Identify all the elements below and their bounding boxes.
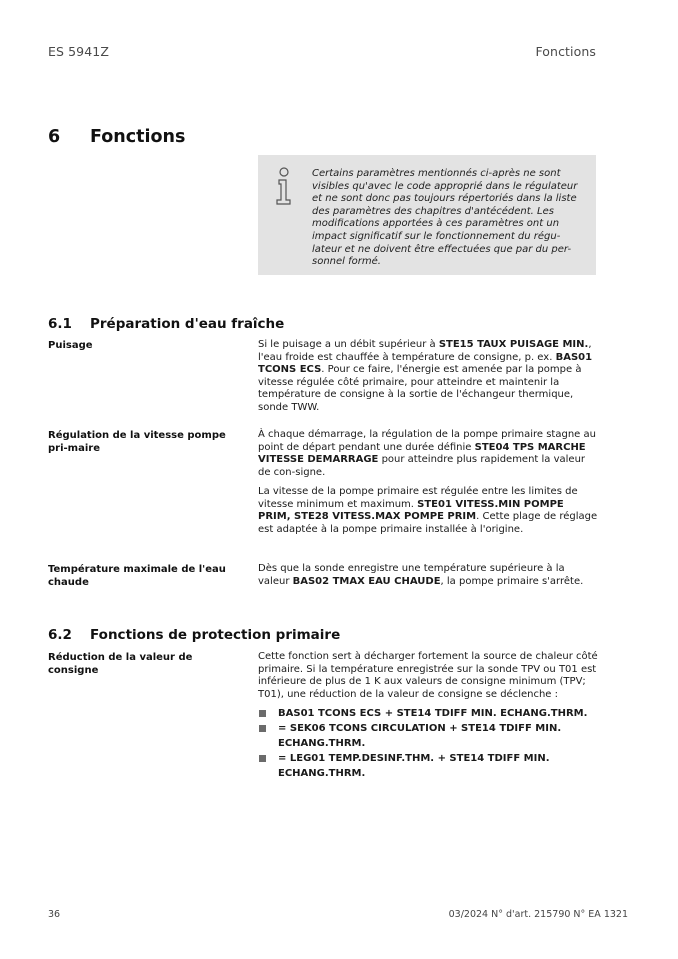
- chapter-number: 6: [48, 127, 61, 147]
- footer-article-info: 03/2024 N° d'art. 215790 N° EA 1321: [448, 909, 628, 920]
- info-note-text: Certains paramètres mentionnés ci-après ne sont visibles qu'avec le code approprié dans le régulateur et ne sont donc pas toujours répertoriés dans la liste des paramètres des chapitres d'antécédent. Les modifications apportées à ces paramètres ont un impact significatif sur le fonctionnement du régu-lateur et ne doivent être effectuées que par du per-sonnel formé.: [312, 168, 578, 268]
- header-section-name: Fonctions: [535, 44, 596, 59]
- reduction-bullet-list: [258, 706, 618, 781]
- chapter-title: Fonctions: [90, 127, 186, 147]
- bullet-square-icon: [259, 725, 266, 732]
- param-ste04: STE04 TPS MARCHE VITESSE DEMARRAGE: [258, 441, 586, 466]
- temp-max-label: Température maximale de l'eau chaude: [48, 564, 226, 588]
- param-ste15: STE15 TAUX PUISAGE MIN.: [438, 339, 589, 350]
- bullet-square-icon: [259, 755, 266, 762]
- regulation-paragraph-1: [258, 429, 598, 479]
- puisage-text-3: . Pour ce faire, l'énergie est amenée par la pompe à vitesse régulée côté primaire, pour atteindre et maintenir la température de consigne à la sortie de l'échangeur thermique, sonde TWW.: [258, 364, 582, 413]
- info-icon: [274, 167, 294, 207]
- list-item: [258, 721, 618, 751]
- regulation-p2-text-2: . Cette plage de réglage est adaptée à la pompe primaire installée à l'origine.: [258, 511, 598, 535]
- puisage-label: Puisage: [48, 340, 93, 351]
- temp-max-text-1: Dès que la sonde enregistre une température supérieure à la valeur: [258, 563, 565, 587]
- page-number: 36: [48, 909, 61, 920]
- regulation-p1-text-2: pour atteindre plus rapidement la valeur de con-signe.: [258, 454, 586, 478]
- temp-max-text-2: , la pompe primaire s'arrête.: [440, 575, 584, 587]
- list-item: [258, 706, 618, 721]
- bullet-text: = SEK06 TCONS CIRCULATION + STE14 TDIFF MIN. ECHANG.THRM.: [278, 723, 562, 749]
- reduction-paragraph: Cette fonction sert à décharger fortement la source de chaleur côté primaire. Si la température enregistrée sur la sonde TPV ou T01 est inférieure de plus de 1 K aux valeurs de consigne minimum (TPV; T01), une réduction de la valeur de consigne se déclenche :: [258, 651, 598, 700]
- bullet-square-icon: [259, 710, 266, 717]
- list-item: [258, 751, 618, 781]
- section-6-2-title: Fonctions de protection primaire: [90, 627, 341, 643]
- section-6-1-number: 6.1: [48, 316, 72, 332]
- param-ste01-ste28: STE01 VITESS.MIN POMPE PRIM, STE28 VITESS.MAX POMPE PRIM: [258, 498, 564, 523]
- regulation-label: Régulation de la vitesse pompe pri-maire: [48, 430, 226, 454]
- bullet-text: BAS01 TCONS ECS + STE14 TDIFF MIN. ECHANG.THRM.: [278, 708, 588, 719]
- regulation-p2-text-1: La vitesse de la pompe primaire est régulée entre les limites de vitesse minimum et maximum.: [258, 486, 578, 510]
- section-6-2-number: 6.2: [48, 627, 72, 643]
- puisage-text-1: Si le puisage a un débit supérieur à: [258, 339, 439, 350]
- section-6-1-title: Préparation d'eau fraîche: [90, 316, 285, 332]
- puisage-text-2: , l'eau froide est chauffée à température de consigne, p. ex.: [258, 339, 592, 363]
- puisage-paragraph: [258, 339, 598, 415]
- param-bas02: BAS02 TMAX EAU CHAUDE: [292, 575, 441, 587]
- temp-max-paragraph: [258, 563, 598, 588]
- info-note-box: [258, 155, 596, 275]
- regulation-paragraph-2: [258, 486, 598, 536]
- bullet-text: = LEG01 TEMP.DESINF.THM. + STE14 TDIFF MIN. ECHANG.THRM.: [278, 753, 550, 779]
- regulation-p1-text-1: À chaque démarrage, la régulation de la pompe primaire stagne au point de départ pendant une durée définie: [258, 429, 596, 453]
- param-bas01: BAS01 TCONS ECS: [258, 351, 593, 376]
- header-doc-id: ES 5941Z: [48, 44, 109, 59]
- reduction-label: Réduction de la valeur de consigne: [48, 652, 193, 676]
